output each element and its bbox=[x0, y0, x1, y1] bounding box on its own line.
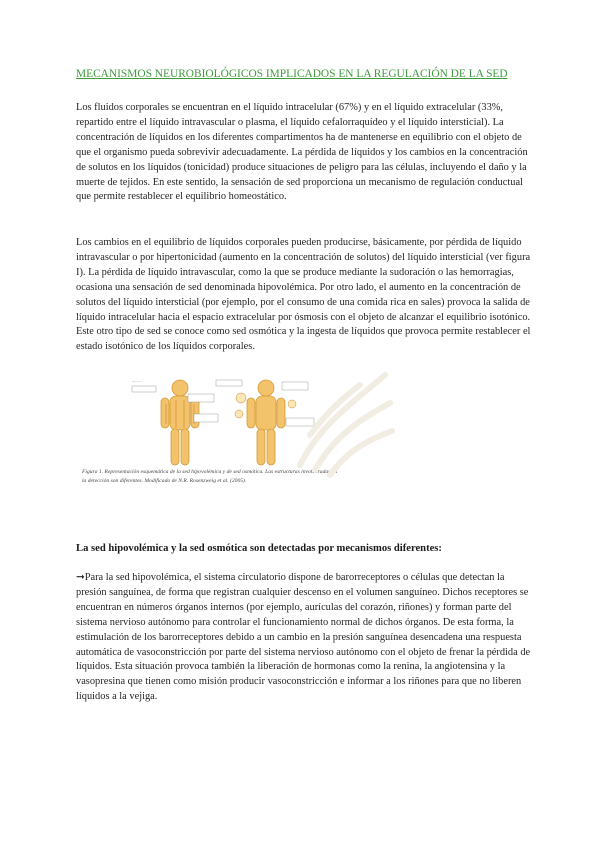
svg-text:........: ........ bbox=[132, 378, 141, 383]
paragraph-hypovolemic: ➞Para la sed hipovolémica, el sistema circulatorio dispone de barorreceptores o células que detectan la presión sanguínea, de forma que registran cualquier descenso en el volumen sanguíneo. Dichos receptores se encuentran en números órganos internos (por ejemplo, aurículas del corazón, riñones) y forman parte del sistema nervioso autónomo para controlar el funcionamiento normal de dichos órganos. De esta forma, la estimulación de los barorreceptores debido a un cambio en la presión sanguínea desencadena una respuesta automática de vasoconstricción por parte del sistema nervioso autónomo con el objeto de frenar la pérdida de líquidos. Esta situación provoca también la liberación de hormonas como la renina, la angiotensina y la vasopresina que tienen como misión producir vasoconstricción e informar a los riñones para que no liberen líquidos a la vejiga. bbox=[76, 572, 531, 703]
paragraph-body-fluids: Los fluidos corporales se encuentran en el líquido intracelular (67%) y en el líquido extracelular (33%, repartido entre el líquido intravascular o plasma, el líquido cefalorraquídeo y el líquido intersticial). La concentración de líquidos en los diferentes compartimentos ha de mantenerse en equilibrio con el objeto de que el organismo pueda sobrevivir adecuadamente. La pérdida de líquidos y los cambios en la concentración de solutos en los líquidos (tonicidad) produce situaciones de peligro para las células, incluyendo el daño y la muerte de tejidos. En este sentido, la sensación de sed proporciona un mecanismo de regulación conductual que permite restablecer el equilibrio homeostático. bbox=[76, 102, 528, 203]
figure-caption: Figura 1. Representación esquemática de la sed hipovolémica y de sed osmótica. Las estructuras involucradas en la detección son diferentes. Modificado de N.R. Rosenzweig et al. (2005). bbox=[82, 469, 338, 484]
section-subheading: La sed hipovolémica y la sed osmótica son detectadas por mecanismos diferentes: bbox=[76, 543, 442, 554]
page-title: MECANISMOS NEUROBIOLÓGICOS IMPLICADOS EN LA REGULACIÓN DE LA SED bbox=[76, 68, 508, 80]
paragraph-fluid-balance: Los cambios en el equilibrio de líquidos corporales pueden producirse, básicamente, por pérdida de líquido intravascular o por hipertonicidad (aumento en la concentración de solutos) del líquido intersticial (ver figura I). La pérdida de líquido intravascular, como la que se produce mediante la sudoración o las hemorragias, ocasiona una sensación de sed denominada hipovolémica. Por otro lado, el aumento en la concentración de solutos del líquido intersticial (por ejemplo, por el consumo de una comida rica en sales) provoca la salida de líquido intracelular hacia el espacio extracelular por ósmosis con el objeto de alcanzar el equilibrio isotónico. Este otro tipo de sed se conoce como sed osmótica y la ingesta de líquidos que provoca permite restablecer el estado isotónico de los líquidos corporales. bbox=[76, 237, 531, 353]
watermark-logo bbox=[280, 345, 400, 485]
